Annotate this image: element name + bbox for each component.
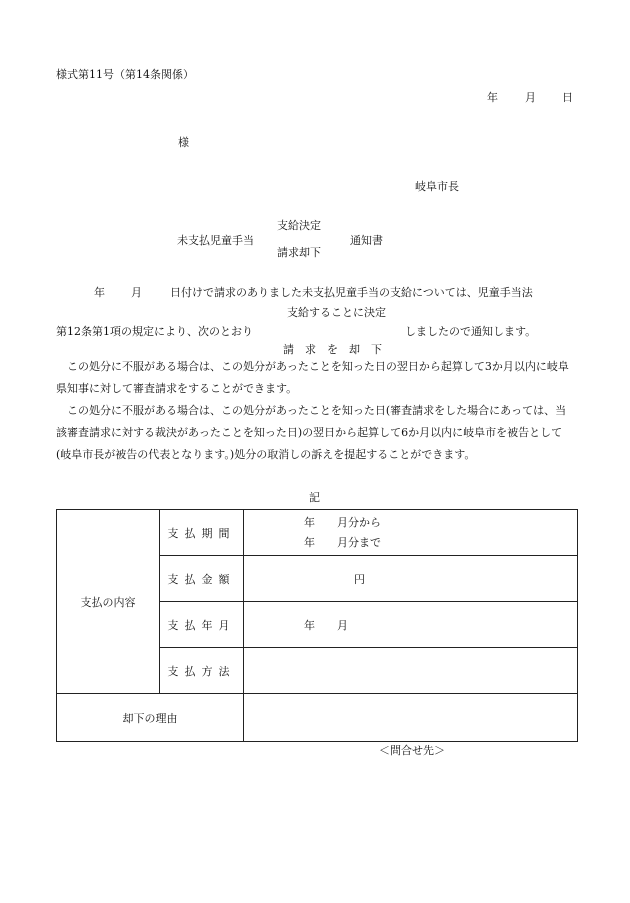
notice-line2-suffix: しましたので通知します。	[405, 325, 537, 338]
addressee-suffix: 様	[178, 136, 189, 149]
payment-date-value: 年 月	[304, 618, 348, 632]
period-label: 支払期間	[160, 510, 244, 556]
ki-label: 記	[309, 491, 320, 504]
notice-line2-prefix: 第12条第1項の規定により、次のとおり	[56, 325, 253, 338]
sender-name: 岐阜市長	[415, 180, 459, 193]
amount-value-cell	[244, 556, 578, 602]
appeal-paragraph-lawsuit: この処分に不服がある場合は、この処分があったことを知った日(審査請求をした場合にあっては、当該審査請求に対する裁決があったことを知った日)の翌日から起算して6か月以内に岐阜市を被告として(岐阜市長が被告の代表となります。)処分の取消しの訴えを提起することができます。	[56, 404, 567, 461]
reject-reason-value	[244, 694, 578, 742]
title-option-decide: 支給決定	[277, 219, 321, 232]
method-label: 支払方法	[160, 648, 244, 694]
period-to: 年 月分まで	[304, 535, 381, 549]
payment-content-label: 支払の内容	[57, 510, 160, 694]
period-value-cell	[244, 510, 578, 556]
title-subject: 未支払児童手当	[177, 234, 254, 247]
period-from: 年 月分から	[304, 515, 381, 529]
title-option-reject: 請求却下	[277, 246, 321, 259]
reject-reason-label: 却下の理由	[57, 694, 244, 742]
title-suffix: 通知書	[350, 234, 383, 247]
amount-unit: 円	[354, 572, 365, 586]
date-year-label: 年	[487, 91, 498, 104]
date-value-cell	[244, 602, 578, 648]
appeal-notes	[56, 356, 576, 466]
date-label: 支払年月	[160, 602, 244, 648]
notice-option-reject: 請 求 を 却 下	[283, 343, 382, 356]
notice-month-label: 月	[131, 286, 142, 299]
notice-year-label: 年	[94, 286, 105, 299]
date-day-label: 日	[562, 91, 573, 104]
amount-label: 支払金額	[160, 556, 244, 602]
method-value	[244, 648, 578, 694]
notice-line1: 日付けで請求のありました未支払児童手当の支給については、児童手当法	[170, 286, 533, 299]
contact-label: ＜問合せ先＞	[379, 744, 445, 757]
appeal-paragraph-prefecture: この処分に不服がある場合は、この処分があったことを知った日の翌日から起算して3か月以内に岐阜県知事に対して審査請求をすることができます。	[56, 360, 569, 395]
notice-option-decide: 支給することに決定	[287, 306, 386, 319]
date-month-label: 月	[525, 91, 536, 104]
form-number: 様式第11号（第14条関係）	[56, 68, 194, 81]
payment-detail-table	[56, 509, 578, 742]
